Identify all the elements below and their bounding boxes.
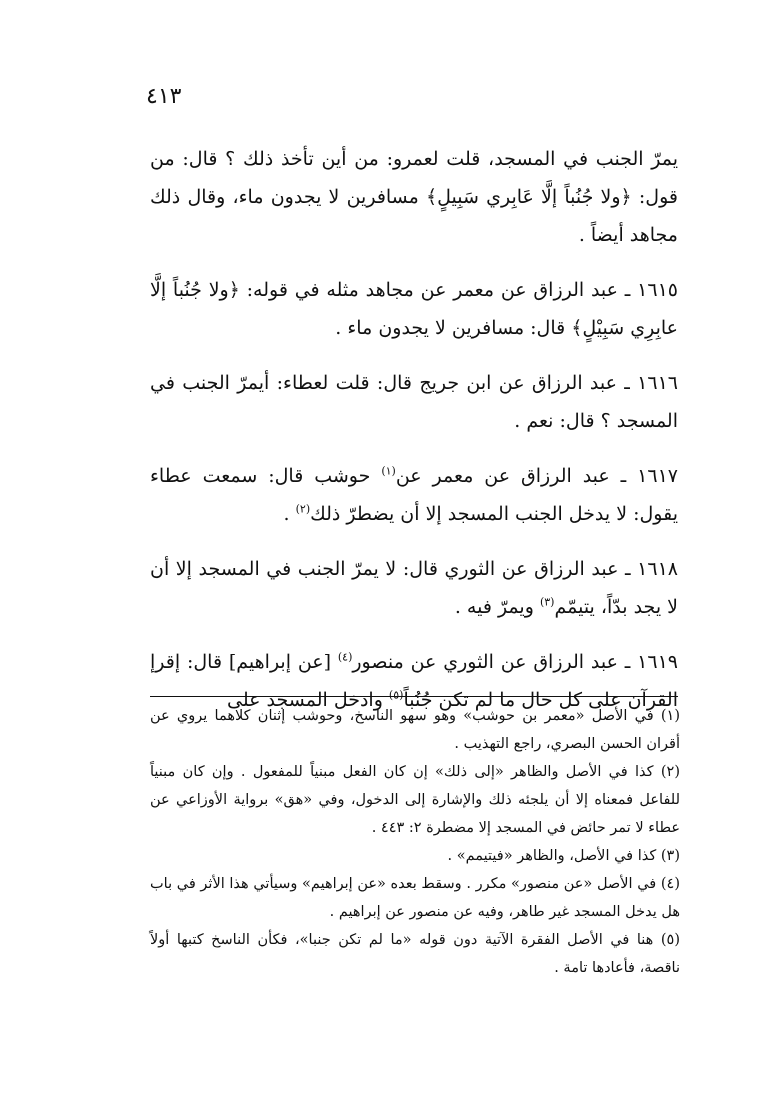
paragraph-1617 (150, 457, 678, 533)
paragraph-1619-part-a: ١٦١٩ ـ عبد الرزاق عن الثوري عن منصور (352, 651, 678, 673)
paragraph-1618-part-b: ويمرّ فيه . (454, 596, 534, 618)
paragraph-1618-part-a: ١٦١٨ ـ عبد الرزاق عن الثوري قال: لا يمرّ الجنب في المسجد إلا أن لا يجد بدّاً، يتيمّم (150, 558, 678, 618)
main-text (150, 140, 678, 736)
footnotes (150, 702, 680, 982)
footnote-ref-1: (١) (381, 464, 396, 478)
footnote-1: (١) في الأصل «معمر بن حوشب» وهو سهو الناسخ، وحوشب إثنان كلاهما يروي عن أقران الحسن البصري، راجع التهذيب . (150, 708, 680, 752)
footnote-ref-5: (٥) (388, 688, 404, 702)
footnote-4: (٤) في الأصل «عن منصور» مكرر . وسقط بعده «عن إبراهيم» وسيأتي هذا الأثر في باب هل يدخل المسجد غير طاهر، وفيه عن منصور عن إبراهيم . (150, 876, 680, 920)
paragraph-1616: ١٦١٦ ـ عبد الرزاق عن ابن جريج قال: قلت لعطاء: أيمرّ الجنب في المسجد ؟ قال: نعم . (150, 372, 678, 432)
paragraph-1619-part-c: وادخل المسجد على (227, 689, 383, 711)
footnote-2: (٢) كذا في الأصل والظاهر «إلى ذلك» إن كان الفعل مبنياً للمفعول . وإن كان مبنياً للفاعل فمعناه إلا أن يلجئه ذلك والإشارة إلى الدخول، وفي «هق» برواية الأوزاعي عن عطاء لا تمر حائض في المسجد إلا مضطرة ٢: ٤٤٣ . (150, 764, 681, 836)
footnote-divider (150, 696, 678, 697)
page-number: ٤١٣ (146, 84, 182, 109)
footnote-ref-4: (٤) (337, 650, 353, 664)
paragraph-continuation: يمرّ الجنب في المسجد، قلت لعمرو: من أين تأخذ ذلك ؟ قال: من قول: ﴿ولا جُنُباً إلَّا عَابِري سَبِيلٍ﴾ مسافرين لا يجدون ماء، وقال ذلك مجاهد أيضاً . (150, 148, 678, 246)
paragraph-1617-part-c: . (283, 503, 290, 525)
footnote-3: (٣) كذا في الأصل، والظاهر «فيتيمم» . (447, 848, 680, 864)
footnote-ref-3: (٣) (539, 595, 555, 609)
footnote-ref-2: (٢) (295, 502, 311, 516)
paragraph-1617-part-a: ١٦١٧ ـ عبد الرزاق عن معمر عن (395, 465, 678, 487)
footnote-5: (٥) هنا في الأصل الفقرة الآتية دون قوله «ما لم تكن جنبا»، فكأن الناسخ كتبها أولاً ناقصة، فأعادها تامة . (150, 932, 680, 976)
paragraph-1615: ١٦١٥ ـ عبد الرزاق عن معمر عن مجاهد مثله في قوله: ﴿ولا جُنُباً إلَّا عابِرِي سَبِيْلٍ﴾ قال: مسافرين لا يجدون ماء . (150, 279, 678, 339)
paragraph-1619-part-b: [عن إبراهيم] قال: إقرإ القرآن على كل حال ما لم تكن جُنُباً (150, 651, 678, 711)
paragraph-1618 (150, 550, 678, 626)
paragraph-1617-part-b: حوشب قال: سمعت عطاء يقول: لا يدخل الجنب المسجد إلا أن يضطرّ ذلك (150, 465, 678, 525)
